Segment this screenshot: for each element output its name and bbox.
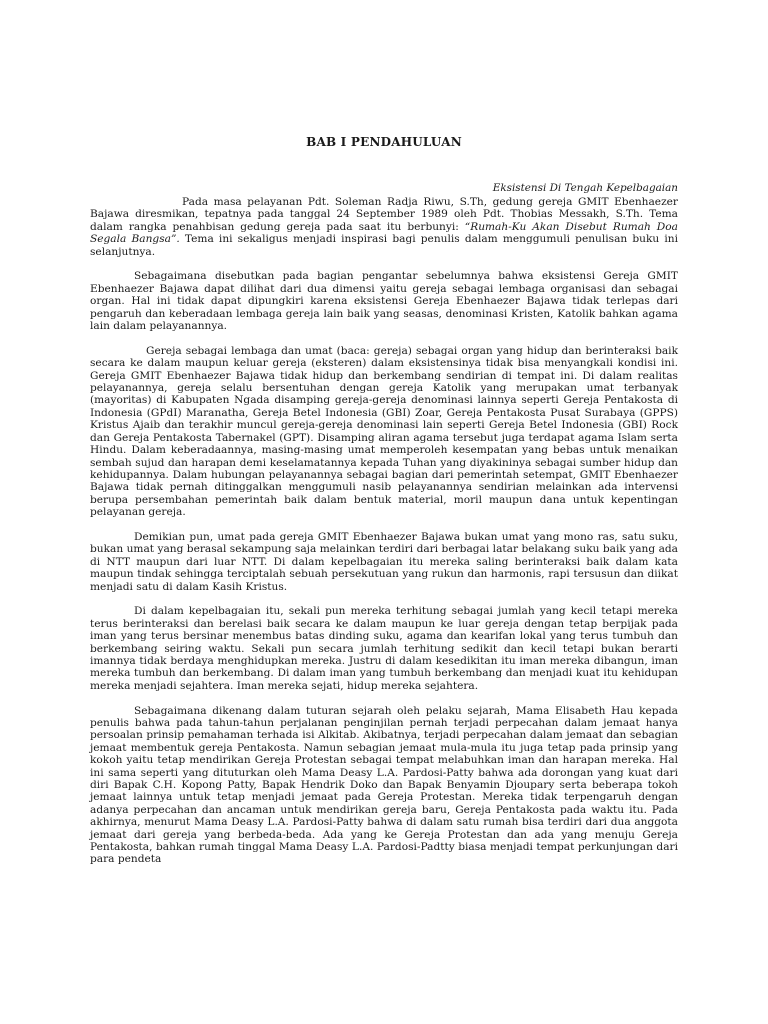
paragraph-1-quote: “Rumah-Ku Akan Disebut Rumah Doa Segala Bangsa”. bbox=[90, 220, 678, 246]
paragraph-4: Demikian pun, umat pada gereja GMIT Ebenhaezer Bajawa bukan umat yang mono ras, satu suku, bukan umat yang berasal sekampung saja melainkan terdiri dari berbagai latar belakang suku baik yang ada di NTT maupun dari luar NTT. Di dalam kepelbagaian itu mereka saling berinteraksi baik dalam kata maupun tindak sehingga terciptalah sebuah persekutuan yang rukun dan harmonis, rapi tersusun dan diikat menjadi satu di dalam Kasih Kristus. bbox=[90, 530, 678, 593]
paragraph-3: Gereja sebagai lembaga dan umat (baca: gereja) sebagai organ yang hidup dan berinteraksi baik secara ke dalam maupun keluar gereja (eksteren) dalam eksistensinya tidak bisa menyangkali kondisi ini. Gereja GMIT Ebenhaezer Bajawa tidak hidup dan berkembang sendirian di tempat ini. Di dalam realitas pelayanannya, gereja selalu bersentuhan dengan gereja Katolik yang merupakan umat terbanyak (mayoritas) di Kabupaten Ngada disamping gereja-gereja denominasi lainnya seperti Gereja Pentakosta di Indonesia (GPdI) Maranatha, Gereja Betel Indonesia (GBI) Zoar, Gereja Pentakosta Pusat Surabaya (GPPS) Kristus Ajaib dan terakhir muncul gereja-gereja denominasi lain seperti Gereja Betel Indonesia (GBI) Rock dan Gereja Pentakosta Tabernakel (GPT). Disamping aliran agama tersebut juga terdapat agama Islam serta Hindu. Dalam keberadaannya, masing-masing umat memperoleh kesempatan yang bebas untuk menaikan sembah sujud dan harapan demi keselamatannya kepada Tuhan yang diyakininya sebagai sumber hidup dan kehidupannya. Dalam hubungan pelayanannya sebagai bagian dari pemerintah setempat, GMIT Ebenhaezer Bajawa tidak pernah ditinggalkan menggumuli nasib pelayanannya sendirian melainkan ada intervensi berupa persembahan pemerintah baik dalam bentuk material, moril maupun dana untuk kepentingan pelayanan gereja. bbox=[90, 344, 678, 519]
section-subtitle: Eksistensi Di Tengah Kepelbagaian bbox=[492, 182, 678, 194]
paragraph-5: Di dalam kepelbagaian itu, sekali pun mereka terhitung sebagai jumlah yang kecil tetapi mereka terus berinteraksi dan berelasi baik secara ke dalam maupun ke luar gereja dengan tetap berpijak pada iman yang terus bersinar menembus batas dinding suku, agama dan kearifan lokal yang terus tumbuh dan berkembang seiring waktu. Sekali pun secara jumlah terhitung sedikit dan kecil tetapi bukan berarti imannya tidak berdaya menghidupkan mereka. Justru di dalam kesedikitan itu iman mereka dibangun, iman mereka tumbuh dan berkembang. Di dalam iman yang tumbuh berkembang dan menjadi kuat itu kehidupan mereka menjadi sejahtera. Iman mereka sejati, hidup mereka sejahtera. bbox=[90, 605, 678, 692]
paragraph-1-text-before: Pada masa pelayanan Pdt. Soleman Radja Riwu, S.Th, gedung gereja GMIT Ebenhaezer Bajawa diresmikan, tepatnya pada tanggal 24 September 1989 oleh Pdt. Thobias Messakh, S.Th. Tema dalam rangka penahbisan gedung gereja pada saat itu berbunyi: bbox=[90, 196, 678, 233]
paragraph-1 bbox=[90, 196, 678, 258]
paragraph-1-text-after: Tema ini sekaligus menjadi inspirasi bagi penulis dalam menggumuli penulisan buku ini selanjutnya. bbox=[90, 233, 678, 258]
document-body bbox=[90, 196, 678, 878]
paragraph-6: Sebagaimana dikenang dalam tuturan sejarah oleh pelaku sejarah, Mama Elisabeth Hau kepada penulis bahwa pada tahun-tahun perjalanan penginjilan pernah terjadi perpecahan dalam jemaat hanya persoalan prinsip pemahaman terhada isi Alkitab. Akibatnya, terjadi perpecahan dalam jemaat dan sebagian jemaat membentuk gereja Pentakosta. Namun sebagian jemaat mula-mula itu juga tetap pada prinsip yang kokoh yaitu tetap mendirikan Gereja Protestan sebagai tempat melabuhkan iman dan harapan mereka. Hal ini sama seperti yang dituturkan oleh Mama Deasy L.A. Pardosi-Patty bahwa ada dorongan yang kuat dari diri Bapak C.H. Kopong Patty, Bapak Hendrik Doko dan Bapak Benyamin Djoupary serta beberapa tokoh jemaat lainnya untuk tetap menjadi jemaat pada Gereja Protestan. Mereka tidak terpengaruh dengan adanya perpecahan dan ancaman untuk mendirikan gereja baru, Gereja Pentakosta pada waktu itu. Pada akhirnya, menurut Mama Deasy L.A. Pardosi-Patty bahwa di dalam satu rumah bisa terdiri dari dua anggota jemaat dari gereja yang berbeda-beda. Ada yang ke Gereja Protestan dan ada yang menuju Gereja Pentakosta, bahkan rumah tinggal Mama Deasy L.A. Pardosi-Padtty biasa menjadi tempat perkunjungan dari para pendeta bbox=[90, 704, 678, 866]
paragraph-2: Sebagaimana disebutkan pada bagian pengantar sebelumnya bahwa eksistensi Gereja GMIT Ebenhaezer Bajawa dapat dilihat dari dua dimensi yaitu gereja sebagai lembaga organisasi dan sebagai organ. Hal ini tidak dapat dipungkiri karena eksistensi Gereja Ebenhaezer Bajawa tidak terlepas dari pengaruh dan keberadaan lembaga gereja lain baik yang seasas, denominasi Kristen, Katolik bahkan agama lain dalam pelayanannya. bbox=[90, 270, 678, 333]
chapter-title: BAB I PENDAHULUAN bbox=[306, 135, 462, 149]
